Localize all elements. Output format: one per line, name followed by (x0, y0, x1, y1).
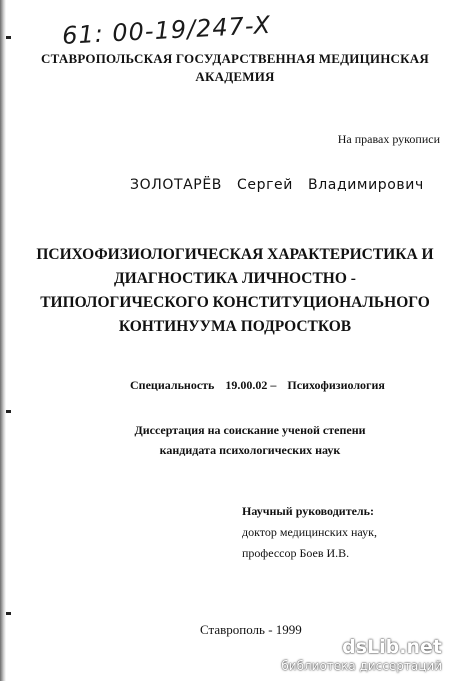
institution-name (40, 50, 430, 86)
institution-line: СТАВРОПОЛЬСКАЯ ГОСУДАРСТВЕННАЯ МЕДИЦИНСКАЯ (41, 51, 429, 66)
city-year: Ставрополь - 1999 (200, 622, 302, 637)
degree-line: кандидата психологических наук (159, 443, 341, 457)
watermark-logo: dsLib.net (342, 636, 442, 658)
scan-mark (6, 410, 11, 413)
watermark (281, 636, 442, 674)
title-line: ПСИХОФИЗИОЛОГИЧЕСКАЯ ХАРАКТЕРИСТИКА И (36, 246, 434, 263)
specialty-line (130, 378, 450, 393)
specialty-label: Специальность (130, 378, 215, 392)
specialty-name: Психофизиология (287, 378, 385, 392)
author-name: ЗОЛОТАРЁВ Сергей Владимирович (130, 177, 424, 193)
scan-mark (6, 36, 11, 39)
supervisor-degree: доктор медицинских наук, (242, 525, 377, 539)
rights-note: На правах рукописи (337, 132, 440, 146)
degree-line: Диссертация на соискание ученой степени (134, 423, 366, 437)
specialty-code: 19.00.02 – (225, 378, 277, 392)
institution-line: АКАДЕМИЯ (195, 69, 275, 84)
title-line: КОНТИНУУМА ПОДРОСТКОВ (118, 318, 352, 335)
archive-code: 61: 00-19/247-X (61, 10, 272, 50)
title-line: ДИАГНОСТИКА ЛИЧНОСТНО - (114, 270, 356, 287)
supervisor-name: профессор Боев И.В. (242, 546, 350, 560)
scan-mark (6, 612, 11, 615)
watermark-tagline: библиотека диссертаций (281, 659, 442, 673)
degree-statement (110, 420, 390, 460)
dissertation-title (20, 243, 450, 339)
scan-edge (0, 0, 6, 681)
title-line: ТИПОЛОГИЧЕСКОГО КОНСТИТУЦИОНАЛЬНОГО (40, 294, 430, 311)
supervisor-block (242, 501, 442, 564)
supervisor-heading: Научный руководитель: (242, 504, 374, 518)
